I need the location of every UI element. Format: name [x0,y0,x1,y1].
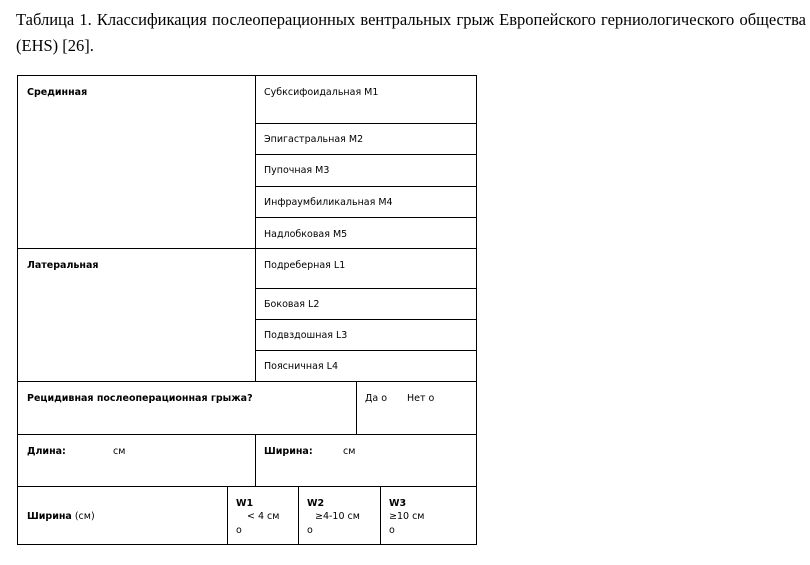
length-unit: см [113,446,126,457]
midline-label: Срединная [27,87,88,98]
divider [17,248,477,249]
recurrent-yes-option[interactable]: Да о [365,393,388,404]
width-unit: см [343,446,356,457]
width-class-label-unit: (см) [71,511,95,522]
midline-item-m5: Надлобковая M5 [264,229,348,240]
midline-item-m3: Пупочная M3 [264,165,330,176]
divider [255,434,256,486]
w2-option[interactable]: о [307,525,313,536]
lateral-item-l2: Боковая L2 [264,299,320,310]
lateral-item-l4: Поясничная L4 [264,361,338,372]
w1-option[interactable]: о [236,525,242,536]
divider [298,486,299,545]
w2-range: ≥4-10 см [315,511,360,522]
divider [255,75,256,381]
length-label: Длина: [27,446,66,457]
divider [255,288,477,289]
divider [255,123,477,124]
midline-item-m2: Эпигастральная M2 [264,134,364,145]
divider [255,350,477,351]
ehs-classification-table [17,75,477,545]
divider [255,217,477,218]
lateral-item-l3: Подвздошная L3 [264,330,348,341]
table-caption: Таблица 1. Классификация послеоперационных вентральных грыж Европейского герниологического общества (EHS) [26]. [16,10,806,55]
midline-item-m4: Инфраумбиликальная M4 [264,197,393,208]
table-frame [17,75,477,545]
divider [17,434,477,435]
w3-code: W3 [389,498,407,509]
width-class-label-bold: Ширина [27,511,72,522]
width-label: Ширина: [264,446,313,457]
divider [17,381,477,382]
divider [255,319,477,320]
w1-range: < 4 см [247,511,280,522]
lateral-label: Латеральная [27,260,99,271]
w3-range: ≥10 см [389,511,425,522]
width-class-label [27,511,95,522]
divider [255,154,477,155]
divider [17,486,477,487]
w2-code: W2 [307,498,325,509]
recurrent-no-option[interactable]: Нет о [407,393,435,404]
midline-item-m1: Субксифоидальная M1 [264,87,379,98]
divider [380,486,381,545]
w1-code: W1 [236,498,254,509]
divider [356,381,357,434]
recurrent-label: Рецидивная послеоперационная грыжа? [27,393,253,404]
w3-option[interactable]: о [389,525,395,536]
lateral-item-l1: Подреберная L1 [264,260,346,271]
divider [255,186,477,187]
divider [227,486,228,545]
